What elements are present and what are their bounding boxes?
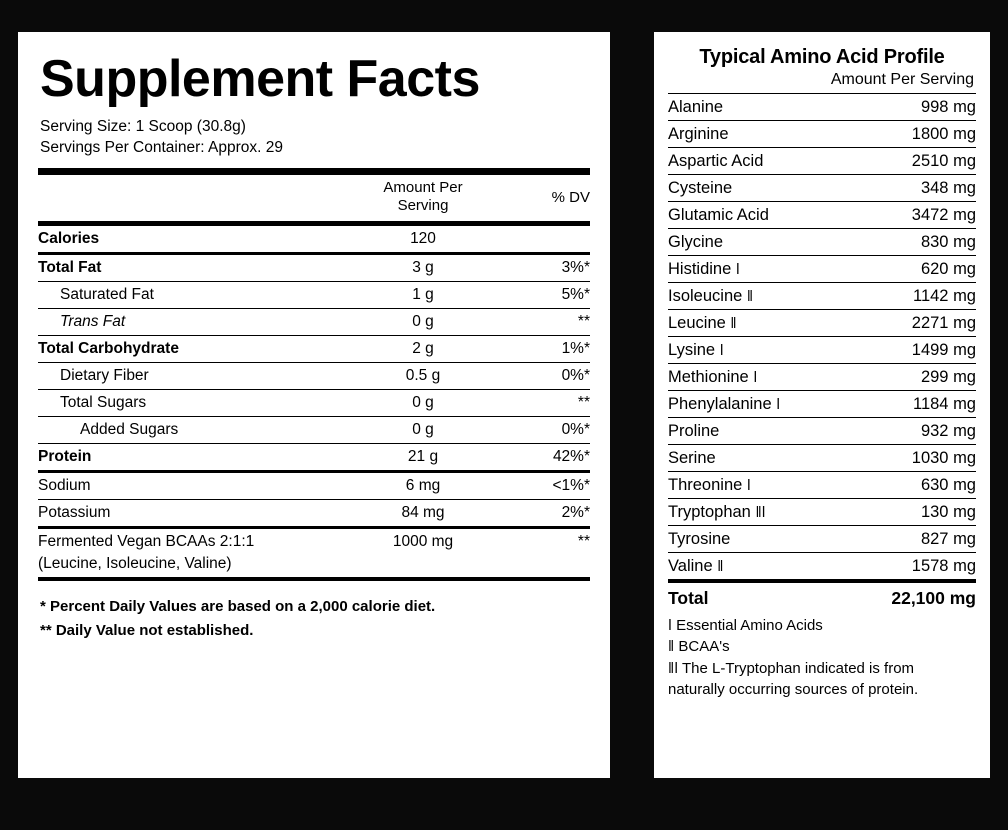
row-label xyxy=(668,229,844,256)
row-dv: ** xyxy=(498,309,590,336)
row-marker: ǁ xyxy=(717,558,724,575)
servings-per-container-text: Servings Per Container: Approx. 29 xyxy=(40,138,283,156)
row-dv: 3%* xyxy=(498,254,590,282)
row-label-text: Arginine xyxy=(668,125,729,143)
row-dv: 2%* xyxy=(498,500,590,528)
row-amount: 348 mg xyxy=(844,175,976,202)
footnote-not-established: ** Daily Value not established. xyxy=(40,621,254,639)
row-amount: 84 mg xyxy=(348,500,498,528)
footnote-tryptophan-line1: ǁǀ The L-Tryptophan indicated is from xyxy=(668,659,915,677)
header-amount-cell xyxy=(348,175,498,224)
row-label-text: Alanine xyxy=(668,98,724,116)
row-label-text: Threonine xyxy=(668,476,743,494)
header-amount-line1: Amount Per xyxy=(383,179,463,197)
row-amount: 2271 mg xyxy=(844,310,976,337)
row-marker: ǀ xyxy=(746,477,751,494)
row-label xyxy=(668,148,844,175)
table-row xyxy=(38,309,590,336)
row-label-text: Glycine xyxy=(668,233,724,251)
row-dv: 1%* xyxy=(498,336,590,363)
row-amount: 0 g xyxy=(348,390,498,417)
bcaa-subtext: (Leucine, Isoleucine, Valine) xyxy=(38,555,232,573)
row-dv: ** xyxy=(498,528,590,556)
bcaa-subtext-dv xyxy=(498,555,590,577)
row-label xyxy=(668,364,844,391)
row-label xyxy=(668,283,844,310)
row-amount: 1 g xyxy=(348,282,498,309)
row-dv: 0%* xyxy=(498,363,590,390)
footnote-daily-values: * Percent Daily Values are based on a 2,000 calorie diet. xyxy=(40,598,436,616)
table-row xyxy=(38,282,590,309)
row-label-text: Trans Fat xyxy=(60,313,126,331)
table-row xyxy=(668,256,976,283)
row-label xyxy=(38,309,348,336)
table-row xyxy=(668,175,976,202)
table-row xyxy=(38,528,590,556)
amino-panel-title: Typical Amino Acid Profile xyxy=(699,46,945,68)
bcaa-subtext-amount xyxy=(348,555,498,577)
table-header-row xyxy=(38,175,590,224)
row-label-text: Valine xyxy=(668,557,713,575)
table-row xyxy=(668,310,976,337)
supplement-facts-panel xyxy=(18,32,610,778)
row-label-text: Proline xyxy=(668,422,720,440)
row-label: Potassium xyxy=(38,500,348,528)
total-value: 22,100 mg xyxy=(844,581,976,612)
row-label-text: Lysine xyxy=(668,341,716,359)
row-label-text: Methionine xyxy=(668,368,749,386)
row-label xyxy=(668,418,844,445)
row-label xyxy=(668,310,844,337)
row-label-text: Cysteine xyxy=(668,179,733,197)
table-row xyxy=(38,363,590,390)
row-marker: ǀ xyxy=(753,369,758,386)
row-amount: 1000 mg xyxy=(348,528,498,556)
table-row xyxy=(668,445,976,472)
table-row xyxy=(668,553,976,582)
row-marker: ǁ xyxy=(730,315,737,332)
table-row xyxy=(38,224,590,254)
row-label: Added Sugars xyxy=(38,417,348,444)
amino-acid-table xyxy=(668,93,976,612)
bcaa-subtext-row xyxy=(38,555,590,577)
row-dv: 0%* xyxy=(498,417,590,444)
table-row xyxy=(668,499,976,526)
row-label xyxy=(668,526,844,553)
table-row xyxy=(38,444,590,472)
row-label xyxy=(668,256,844,283)
row-label: Saturated Fat xyxy=(38,282,348,309)
row-marker: ǀ xyxy=(776,396,781,413)
footnote-essential: ǀ Essential Amino Acids xyxy=(668,617,823,634)
total-label: Total xyxy=(668,581,844,612)
header-amount-line2: Serving xyxy=(397,197,449,215)
row-label xyxy=(668,121,844,148)
table-row xyxy=(668,418,976,445)
table-row xyxy=(668,391,976,418)
row-label xyxy=(668,553,844,582)
page-title: Supplement Facts xyxy=(40,50,480,108)
row-dv: <1%* xyxy=(498,472,590,500)
row-marker: ǀ xyxy=(719,342,724,359)
row-label-text: Glutamic Acid xyxy=(668,206,769,224)
row-label xyxy=(668,445,844,472)
row-label-text: Tyrosine xyxy=(668,530,731,548)
row-amount: 0.5 g xyxy=(348,363,498,390)
row-amount: 932 mg xyxy=(844,418,976,445)
table-row xyxy=(38,254,590,282)
row-label-text: Phenylalanine xyxy=(668,395,772,413)
row-amount: 1499 mg xyxy=(844,337,976,364)
row-label: Total Carbohydrate xyxy=(38,336,348,363)
row-amount: 2510 mg xyxy=(844,148,976,175)
table-row xyxy=(668,202,976,229)
row-amount: 1578 mg xyxy=(844,553,976,582)
row-marker: ǁǀ xyxy=(755,504,766,521)
row-amount: 130 mg xyxy=(844,499,976,526)
table-row xyxy=(668,148,976,175)
row-amount: 21 g xyxy=(348,444,498,472)
row-label: Total Sugars xyxy=(38,390,348,417)
divider-bottom xyxy=(38,577,590,581)
table-row xyxy=(38,336,590,363)
row-marker: ǁ xyxy=(746,288,754,305)
row-amount: 2 g xyxy=(348,336,498,363)
table-row xyxy=(668,283,976,310)
row-label-text: Serine xyxy=(668,449,716,467)
table-row xyxy=(38,390,590,417)
header-dv-cell: % DV xyxy=(551,188,590,206)
row-dv: 42%* xyxy=(498,444,590,472)
row-amount: 1800 mg xyxy=(844,121,976,148)
row-amount: 630 mg xyxy=(844,472,976,499)
amino-panel-subtitle: Amount Per Serving xyxy=(830,71,974,88)
amino-acid-panel xyxy=(654,32,990,778)
row-label: Calories xyxy=(38,224,348,254)
row-amount: 830 mg xyxy=(844,229,976,256)
row-amount: 620 mg xyxy=(844,256,976,283)
row-dv: 5%* xyxy=(498,282,590,309)
row-label: Sodium xyxy=(38,472,348,500)
table-row xyxy=(38,472,590,500)
nutrition-table xyxy=(38,175,590,577)
row-label xyxy=(668,202,844,229)
row-amount: 1030 mg xyxy=(844,445,976,472)
footnotes xyxy=(40,595,590,642)
row-amount: 120 xyxy=(348,224,498,254)
row-label-text: Aspartic Acid xyxy=(668,152,764,170)
divider-thick-top xyxy=(38,168,590,175)
row-amount: 827 mg xyxy=(844,526,976,553)
row-label: Total Fat xyxy=(38,254,348,282)
row-amount: 299 mg xyxy=(844,364,976,391)
table-row xyxy=(668,364,976,391)
row-amount: 1142 mg xyxy=(844,283,976,310)
row-amount: 1184 mg xyxy=(844,391,976,418)
table-row xyxy=(668,229,976,256)
row-label: Protein xyxy=(38,444,348,472)
row-label-text: Leucine xyxy=(668,314,726,332)
table-row xyxy=(668,526,976,553)
row-label xyxy=(668,472,844,499)
table-row xyxy=(668,94,976,121)
table-row xyxy=(668,472,976,499)
table-row xyxy=(668,121,976,148)
row-label xyxy=(668,175,844,202)
row-label-text: Histidine xyxy=(668,260,732,278)
row-label xyxy=(668,94,844,121)
row-amount: 0 g xyxy=(348,417,498,444)
row-label xyxy=(668,337,844,364)
row-label: Dietary Fiber xyxy=(38,363,348,390)
header-blank-cell xyxy=(38,175,348,224)
row-amount: 3 g xyxy=(348,254,498,282)
table-row xyxy=(38,417,590,444)
row-label xyxy=(668,391,844,418)
table-row xyxy=(668,337,976,364)
amino-footnotes xyxy=(668,616,976,700)
row-amount: 998 mg xyxy=(844,94,976,121)
footnote-tryptophan-line2: naturally occurring sources of protein. xyxy=(668,680,919,698)
row-label-text: Tryptophan xyxy=(668,503,751,521)
row-amount: 6 mg xyxy=(348,472,498,500)
row-label: Fermented Vegan BCAAs 2:1:1 xyxy=(38,528,348,556)
row-label xyxy=(668,499,844,526)
row-dv xyxy=(498,224,590,254)
amino-total-row xyxy=(668,581,976,612)
row-dv: ** xyxy=(498,390,590,417)
row-amount: 3472 mg xyxy=(844,202,976,229)
table-row xyxy=(38,500,590,528)
serving-size-text: Serving Size: 1 Scoop (30.8g) xyxy=(40,117,246,135)
footnote-bcaa: ǁ BCAA's xyxy=(668,638,730,656)
row-marker: ǀ xyxy=(735,261,740,278)
row-amount: 0 g xyxy=(348,309,498,336)
row-label-text: Isoleucine xyxy=(668,287,743,305)
